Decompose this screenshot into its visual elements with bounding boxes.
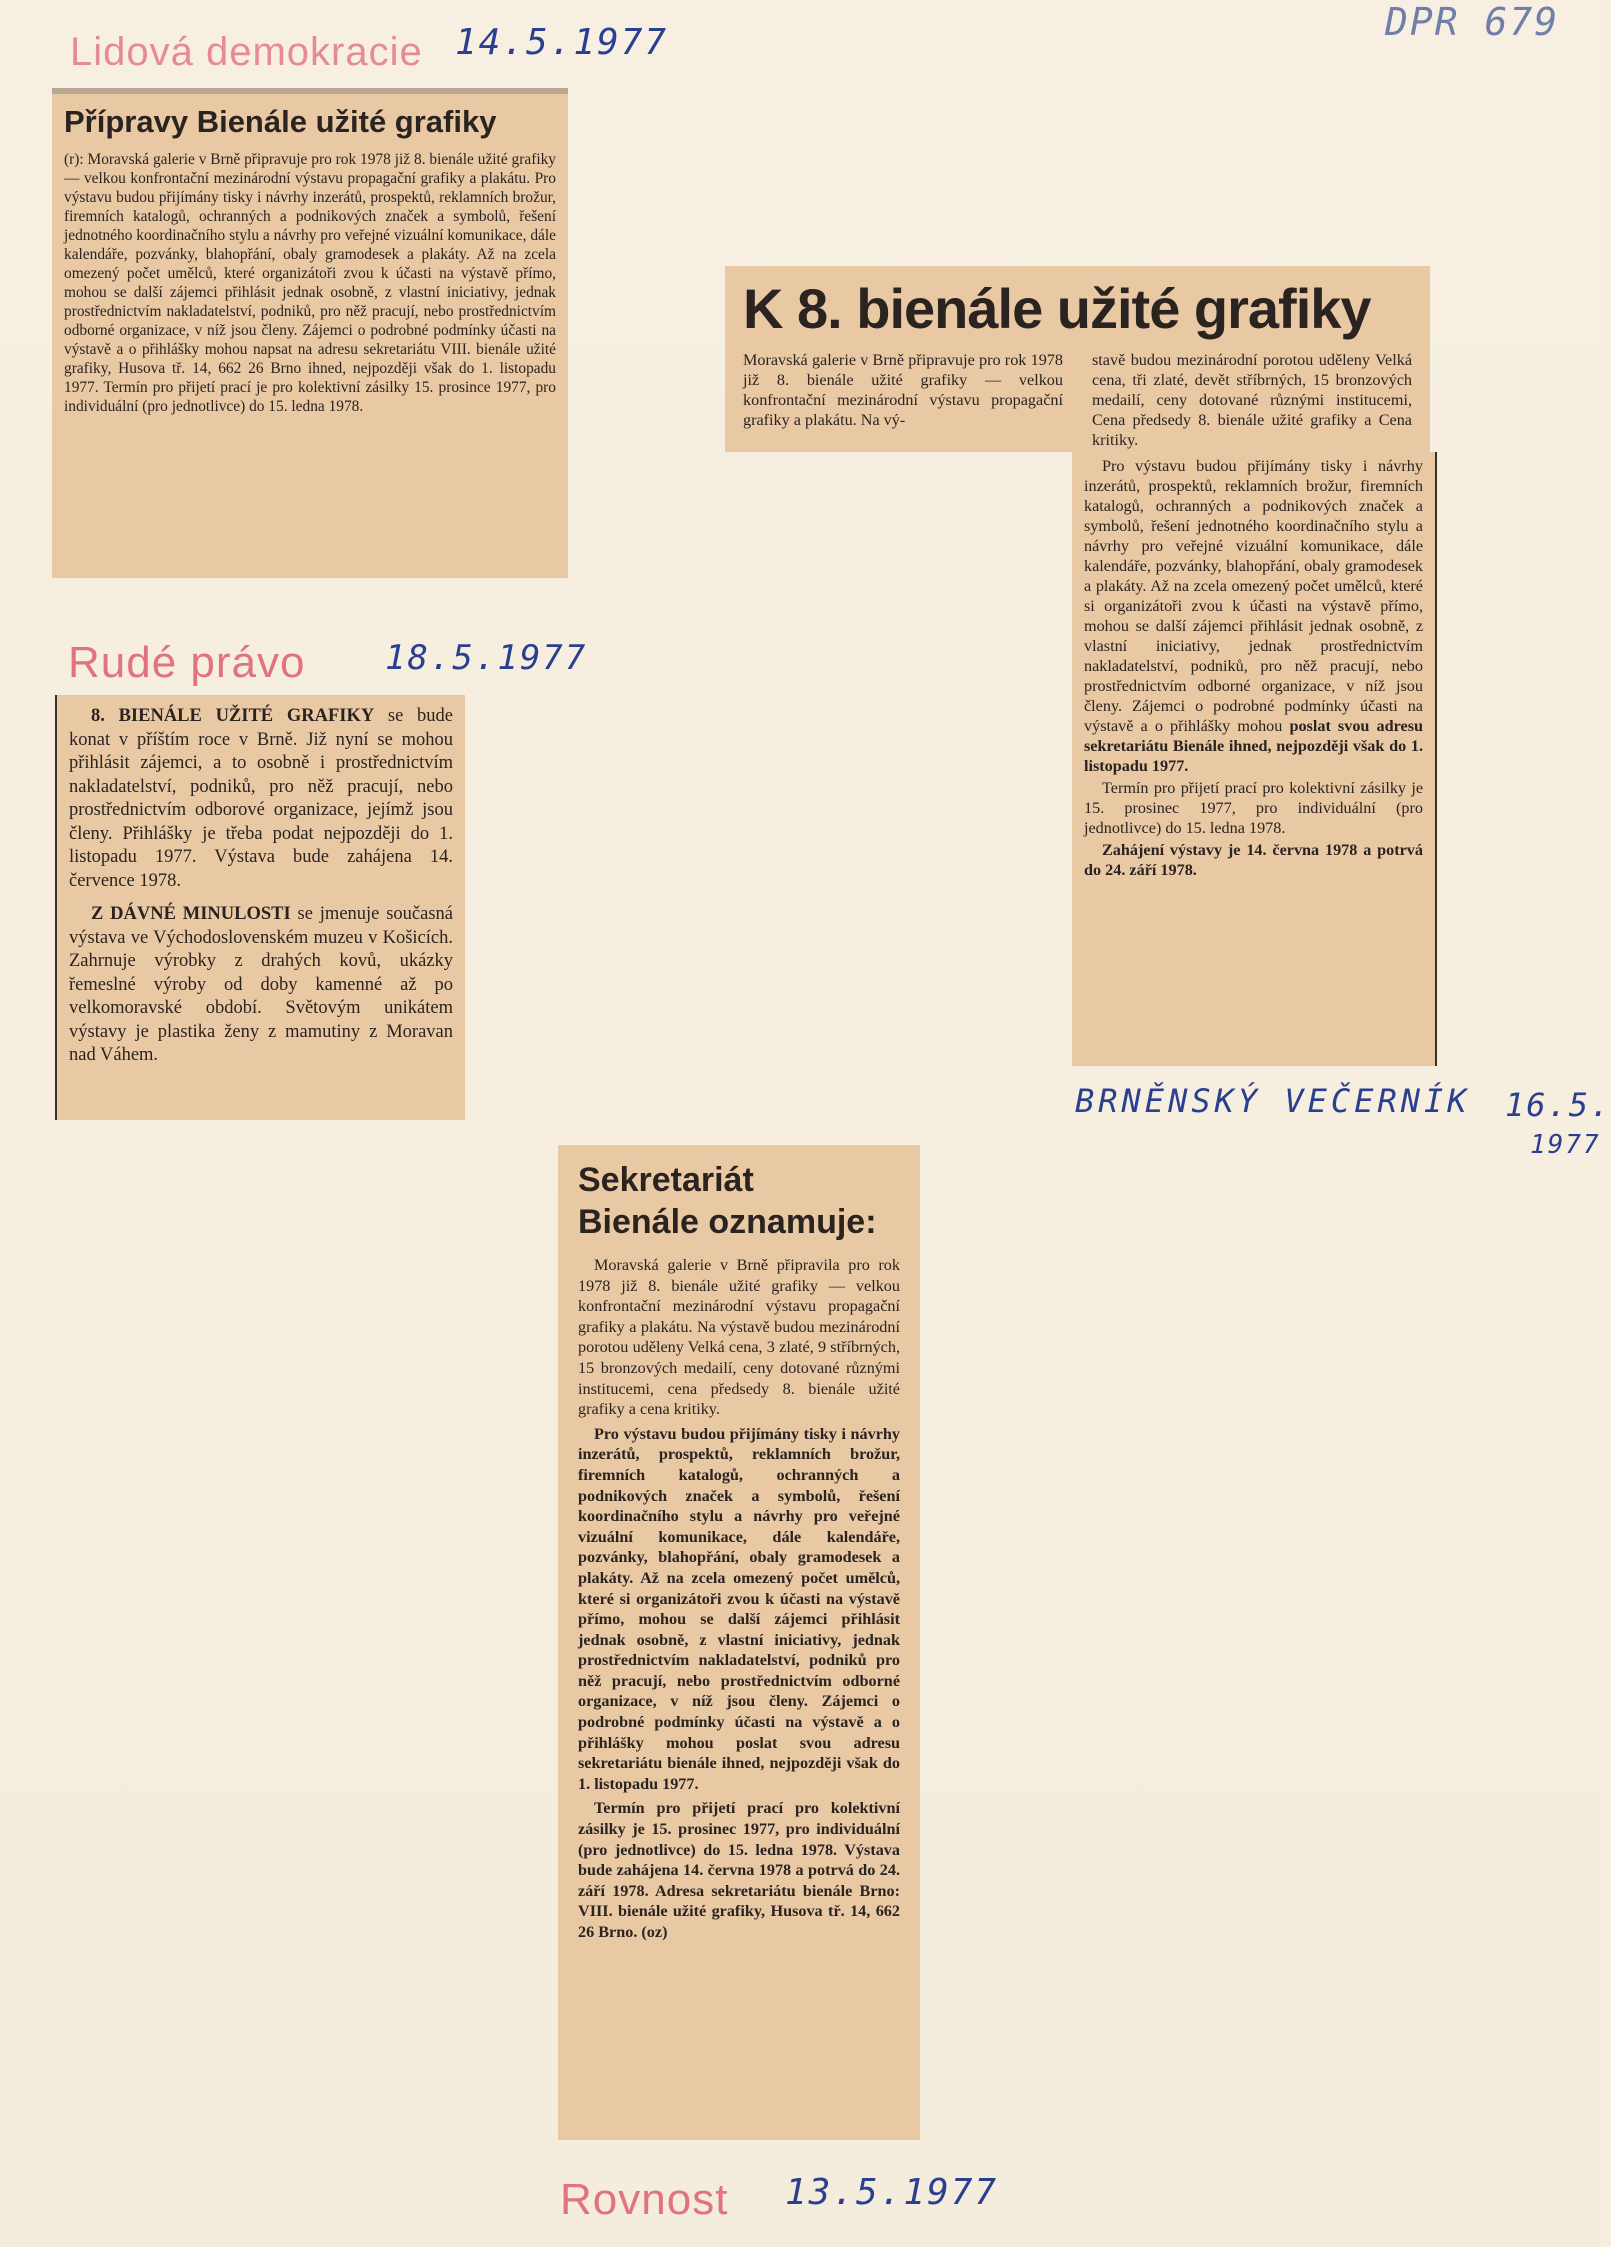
clipping-paragraph: Moravská galerie v Brně připravila pro rok 1978 již 8. bienále užité grafiky — velkou konfrontační mezinárodní výstavu propagační grafiky a plakátu. Na výstavě budou mezinárodní porotou uděleny Velká cena, 3 zlaté, 9 stříbrných, 15 bronzových medailí, ceny dotované různými institucemi, cena předsedy 8. bienále užité grafiky a cena kritiky. — [578, 1256, 900, 1419]
source-stamp-rovnost: Rovnost — [560, 2175, 729, 2224]
clipping-headline: K 8. bienále užité grafiky — [743, 277, 1371, 340]
headline-line: Bienále oznamuje: — [578, 1203, 877, 1241]
source-date-brnensky: 16.5. — [1505, 1086, 1611, 1124]
clipping-paragraph: Pro výstavu budou přijímány tisky i návrhy inzerátů, prospektů, reklamních brožur, firemních katalogů, ochranných a podnikových značek a symbolů, řešení koordinačního stylu a návrhy pro veřejné vizuální komunikace, dále kalendáře, pozvánky, blahopřání, obaly gramodesek a plakáty. Až na zcela omezený počet umělců, které si organizátoři zvou k účasti na výstavě přímo, mohou se další zájemci přihlásit jednak osobně, z vlastní iniciativy, jednak prostřednictvím nakladatelství, podniků pro něž pracují, nebo prostřednictvím odborné organizace, v níž jsou členy. Zájemci o podrobné podmínky účasti na výstavě a o přihlášky mohou poslat svou adresu sekretariátu bienále ihned, nejpozději však do 1. listopadu 1977. — [578, 1424, 900, 1793]
paragraph-lead: 8. BIENÁLE UŽITÉ GRAFIKY — [91, 706, 375, 726]
clipping-columns — [743, 350, 1412, 450]
clipping-paragraph — [578, 1798, 900, 1942]
paragraph-bold-text: poslat svou adresu sekretariátu Bienále ihned, nejpozději však do 1. listopadu 1977. — [1084, 717, 1424, 775]
paragraph-text: se jmenuje současná výstava ve Východoslovenském muzeu v Košicích. Zahrnuje výrobky z drahých kovů, ukázky řemeslné výroby od doby kamenné až po velkomoravské období. Světovým unikátem výstavy je plastika ženy z mamutiny z Moravan nad Váhem. — [69, 904, 453, 1065]
clipping-brnensky-header — [725, 266, 1430, 452]
clipping-rude — [55, 695, 465, 1120]
source-stamp-rude: Rudé právo — [68, 638, 306, 687]
headline-line: Sekretariát — [578, 1161, 754, 1199]
paragraph-text: se bude konat v příštím roce v Brně. Již nyní se mohou přihlásit zájemci, a to osobně i prostřednictvím nakladatelství, podniků, pro něž pracují, nebo prostřednictvím odborové organizace, jejímž jsou členy. Přihlášky je třeba podat nejpozději do 1. listopadu 1977. Výstava bude zahájena 14. července 1978. — [69, 706, 454, 891]
clipping-signature: (oz) — [641, 1923, 668, 1941]
clipping-paragraph — [69, 705, 453, 893]
clipping-brnensky-body — [1072, 452, 1437, 1066]
clipping-paragraph: Zahájení výstavy je 14. června 1978 a potrvá do 24. září 1978. — [1084, 841, 1423, 879]
clipping-body: (r): Moravská galerie v Brně připravuje pro rok 1978 již 8. bienále užité grafiky — velkou konfrontační mezinárodní výstavu propagační grafiky a plakátu. Pro výstavu budou přijímány tisky i návrhy inzerátů, prospektů, reklamních brožur, firemních katalogů, ochranných a podnikových značek a symbolů, řešení jednotného koordinačního stylu a návrhy pro veřejné vizuální komunikace, dále kalendáře, pozvánky, blahopřání, obaly gramodesek a plakáty. Až na zcela omezený počet umělců, které organizátoři zvou k účasti na výstavě přímo, mohou se další zájemci přihlásit jednak osobně, z vlastní iniciativy, jednak prostřednictvím nakladatelství, podniků, pro něž pracují, nebo prostřednictvím odborné organizace, v níž jsou členy. Zájemci o podrobné podmínky účasti na výstavě a o přihlášky mohou napsat na adresu sekretariátu VIII. bienále užité grafiky, Husova tř. 14, 662 26 Brno ihned, nejpozději však do 1. listopadu 1977. Termín pro přijetí prací je pro kolektivní zásilky 15. prosince 1977, pro individuální (pro jednotlivce) do 15. ledna 1978. — [64, 151, 556, 415]
clipping-paragraph — [1084, 456, 1423, 776]
archive-number: DPR 679 — [1385, 0, 1560, 44]
clipping-column-2: stavě budou mezinárodní porotou uděleny Velká cena, tři zlaté, devět stříbrných, 15 bronzových medailí, ceny dotované různými institucemi, Cena předsedy 8. bienále užité grafiky a Cena kritiky. — [1092, 351, 1412, 449]
source-year-brnensky: 1977 — [1530, 1130, 1601, 1160]
clipping-paragraph — [69, 903, 453, 1068]
clipping-column-1: Moravská galerie v Brně připravuje pro rok 1978 již 8. bienále užité grafiky — velkou konfrontační mezinárodní výstavu propagační grafiky a plakátu. Na vý- — [743, 351, 1063, 429]
paragraph-text: Pro výstavu budou přijímány tisky i návrhy inzerátů, prospektů, reklamních brožur, firemních katalogů, ochranných a podnikových značek a symbolů, řešení jednotného koordinačního stylu a návrhy pro veřejné vizuální komunikace, dále kalendáře, pozvánky, blahopřání, obaly gramodesek a plakáty. Až na zcela omezený počet umělců, které si organizátoři zvou k účasti na výstavě přímo, mohou se další zájemci přihlásit jednak osobně, z vlastní iniciativy, jednak prostřednictvím nakladatelství, podniků, pro něž pracují, nebo prostřednictvím odborné organizace, v níž jsou členy. Zájemci o podrobné podmínky účasti na výstavě a o přihlášky mohou — [1084, 457, 1423, 735]
source-date-rovnost: 13.5.1977 — [785, 2172, 999, 2213]
source-name-brnensky: BRNĚNSKÝ VEČERNÍK — [1075, 1082, 1471, 1120]
clipping-paragraph: Termín pro přijetí prací pro kolektivní zásilky je 15. prosinec 1977, pro individuální (pro jednotlivce) do 15. ledna 1978. — [1084, 779, 1423, 837]
source-date-lidova: 14.5.1977 — [455, 22, 669, 63]
clipping-headline: Přípravy Bienále užité grafiky — [64, 104, 497, 139]
clipping-rovnost — [558, 1145, 920, 2140]
source-stamp-lidova: Lidová demokracie — [70, 30, 423, 74]
paragraph-lead: Z DÁVNÉ MINULOSTI — [91, 904, 291, 924]
clipping-lidova — [52, 88, 568, 578]
clipping-torn-edge — [52, 88, 568, 94]
clipping-headline — [578, 1159, 900, 1243]
source-date-rude: 18.5.1977 — [385, 638, 588, 678]
paragraph-text: Termín pro přijetí prací pro kolektivní zásilky je 15. prosinec 1977, pro individuální (pro jednotlivce) do 15. ledna 1978. Výstava bude zahájena 14. června 1978 a potrvá do 24. září 1978. Adresa sekretariátu bienále Brno: VIII. bienále užité grafiky, Husova tř. 14, 662 26 Brno. — [578, 1799, 900, 1941]
